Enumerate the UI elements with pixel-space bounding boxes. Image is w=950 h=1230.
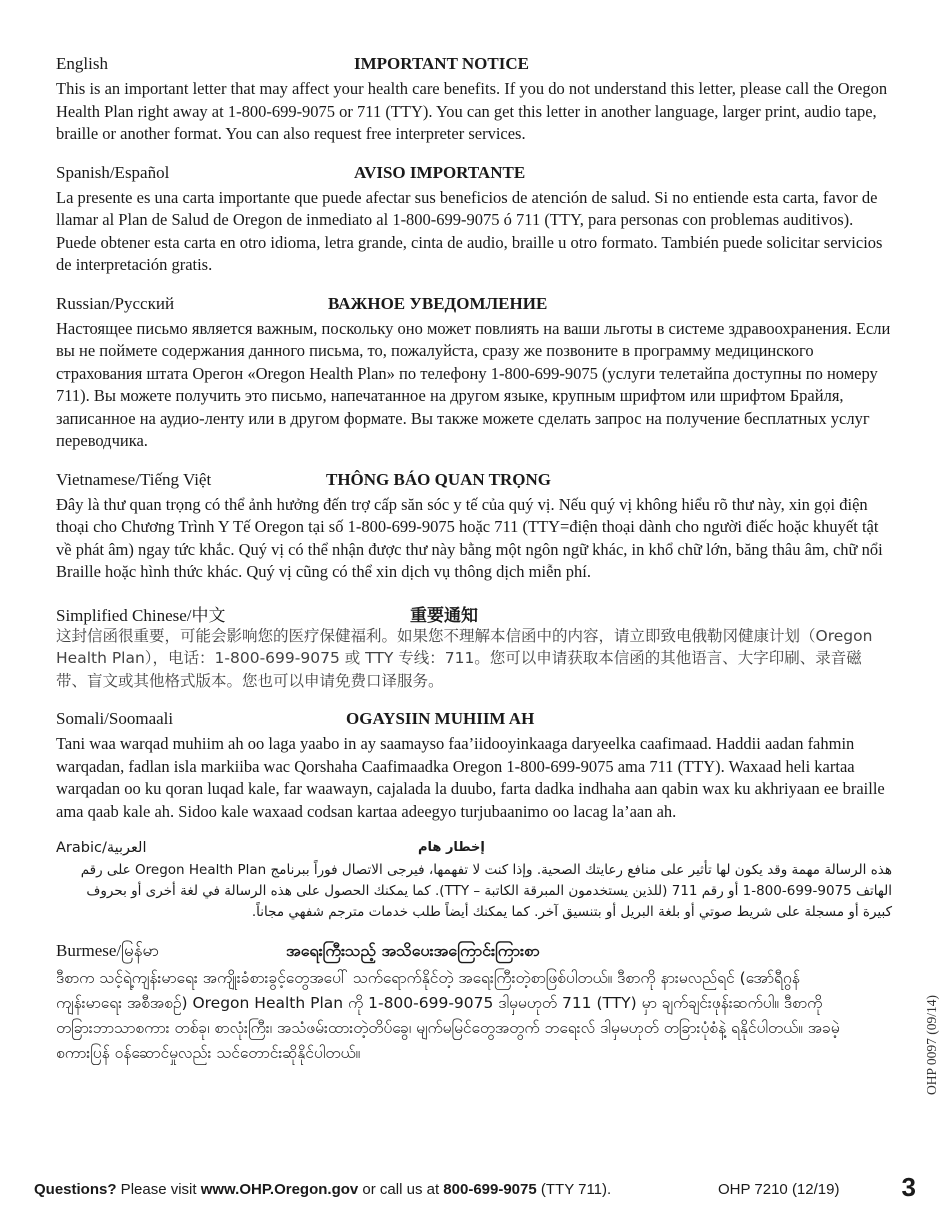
language-label: Burmese/မြန်မာ xyxy=(56,941,160,960)
tty-text: (TTY 711). xyxy=(536,1181,612,1198)
section-title: IMPORTANT NOTICE xyxy=(354,54,529,73)
section-body: Tani waa warqad muhiim ah oo laga yaabo in ay saamayso faa’iidooyinkaaga daryeelka caafimaad. Haddii aadan fahmin warqadan, fadlan isla markiiba wac Qorshaha Caafimaadka Oregon 1-800-699-9075 ama 711 (TTY). Waxaad heli kartaa warqadan oo ku qoran luqad kale, far waawayn, cajalada la duubo, farta dadka indhaha aan qabin wax ku akhriyaan ee braille ama qaab kale ah. Sidoo kale waxaad codsan kartaa adeegyo turjubaanimo oo lacag la’aan ah. xyxy=(56,734,885,821)
notice-page xyxy=(56,54,892,1083)
website-link[interactable]: www.OHP.Oregon.gov xyxy=(200,1181,359,1198)
section-body: Настоящее письмо является важным, поскольку оно может повлиять на ваши льготы в системе здравоохранения. Если вы не поймете содержания данного письма, то, пожалуйста, сразу же позвоните в программу медицинского страхования штата Орегон «Oregon Health Plan» по телефону 1-800-699-9075 (услуги телетайпа доступны по номеру 711). Вы можете получить это письмо, напечатанное на другом языке, крупным шрифтом или шрифтом Брайля, записанное на аудио-ленту или в другом формате. Вы также можете сделать запрос на получение бесплатных услуг переводчика. xyxy=(56,318,891,450)
section-title: THÔNG BÁO QUAN TRỌNG xyxy=(326,469,551,489)
section-title: ВАЖНОЕ УВЕДОМЛЕНИЕ xyxy=(328,293,548,313)
section-english xyxy=(56,54,892,146)
visit-text: Please visit xyxy=(116,1181,201,1198)
language-label: Russian/Русский xyxy=(56,293,175,313)
page-number: 3 xyxy=(901,1172,916,1202)
section-title: AVISO IMPORTANTE xyxy=(354,162,526,182)
language-label: Spanish/Español xyxy=(56,162,170,182)
questions-label: Questions? xyxy=(34,1181,117,1198)
section-body: ဒီစာက သင့်ရဲ့ကျန်းမာရေး အကျိုးခံစားခွင့်တွေအပေါ် သက်ရောက်နိုင်တဲ့ အရေးကြီးတဲ့စာဖြစ်ပါတယ်။ ဒီစာကို နားမလည်ရင် (အော်ရီဂွန် ကျန်းမာရေး အစီအစဉ်) Oregon Health Plan ကို 1-800-699-9075 ဒါမှမဟုတ် 711 (TTY) မှာ ချက်ချင်းဖုန်းဆက်ပါ။ ဒီစာကို တခြားဘာသာစကား တစ်ခု၊ စာလုံးကြီး၊ အသံဖမ်းထားတဲ့တိပ်ခွေ၊ မျက်မမြင်တွေအတွက် ဘရေးလ် ဒါမှမဟုတ် တခြားပုံစံနဲ့ ရနိုင်ပါတယ်။ အခမဲ့ စကားပြန် ဝန်ဆောင်မှုလည်း သင်တောင်းဆိုနိုင်ပါတယ်။ xyxy=(56,969,840,1062)
language-label: Somali/Soomaali xyxy=(56,709,174,728)
call-text: or call us at xyxy=(358,1181,444,1198)
section-vietnamese xyxy=(56,470,892,584)
language-label: Vietnamese/Tiếng Việt xyxy=(56,469,212,489)
section-burmese xyxy=(56,940,892,1066)
section-title: 重要通知 xyxy=(410,605,478,626)
section-somali xyxy=(56,709,892,823)
footer-questions xyxy=(34,1181,611,1198)
section-body: This is an important letter that may affect your health care benefits. If you do not understand this letter, please call the Oregon Health Plan right away at 1-800-699-9075 or 711 (TTY). You can get this letter in another language, larger print, audio tape, braille or another format. You can also request free interpreter services. xyxy=(56,79,888,143)
side-form-code-text: OHP 0097 (09/14) xyxy=(924,995,939,1095)
language-label: Simplified Chinese/中文 xyxy=(56,605,226,625)
section-title: အရေးကြီးသည့် အသိပေးအကြောင်းကြားစာ xyxy=(286,941,540,960)
section-body: هذه الرسالة مهمة وقد يكون لها تأثير على منافع رعايتك الصحية. وإذا كنت لا تفهمها، فيرجى الاتصال فوراً ببرنامج Oregon Health Plan على رقم الهاتف 9075-699-800-1 أو رقم 711 (للذين يستخدمون المبرقة الكاتبة – TTY). كما يمكنك الحصول على هذه الرسالة في لغة أخرى أو بحروف كبيرة أو مسجلة على شريط صوتي أو بلغة البريل أو بتنسيق آخر. كما يمكنك أيضاً طلب خدمات مترجم شفهي مجاناً. xyxy=(80,862,892,920)
section-arabic xyxy=(56,840,892,923)
section-title: إخطار هام xyxy=(418,840,485,855)
footer xyxy=(34,1172,916,1202)
section-body: Đây là thư quan trọng có thể ảnh hưởng đến trợ cấp săn sóc y tế của quý vị. Nếu quý vị không hiểu rõ thư này, xin gọi điện thoại cho Chương Trình Y Tế Oregon tại số 1-800-699-9075 hoặc 711 (TTY=điện thoại dành cho người điếc hoặc khuyết tật về phát âm) ngay tức khắc. Quý vị có thể nhận được thư này bằng một ngôn ngữ khác, in khổ chữ lớn, băng thâu âm, chữ nổi Braille hoặc hình thức khác. Quý vị cũng có thể xin dịch vụ thông dịch miễn phí. xyxy=(56,494,883,581)
language-label: English xyxy=(56,54,108,73)
language-label: Arabic/العربية xyxy=(56,840,147,856)
section-chinese xyxy=(56,601,892,693)
footer-form-code: OHP 7210 (12/19) xyxy=(718,1181,840,1198)
phone-number: 800-699-9075 xyxy=(443,1181,537,1198)
section-title: OGAYSIIN MUHIIM AH xyxy=(346,709,535,728)
section-russian xyxy=(56,294,892,453)
section-body: 这封信函很重要，可能会影响您的医疗保健福利。如果您不理解本信函中的内容，请立即致电俄勒冈健康计划（Oregon Health Plan），电话：1-800-699-9075 或 TTY 专线：711。您可以申请获取本信函的其他语言、大字印刷、录音磁带、盲文或其他格式版本。您也可以申请免费口译服务。 xyxy=(56,626,873,690)
section-body: La presente es una carta importante que puede afectar sus beneficios de atención de salud. Si no entiende esta carta, favor de llamar al Plan de Salud de Oregon de inmediato al 1-800-699-9075 ó 711 (TTY, para personas con problemas auditivos). Puede obtener esta carta en otro idioma, letra grande, cinta de audio, braille u otro formato. También puede solicitar servicios de interpretación gratis. xyxy=(56,187,883,274)
section-spanish xyxy=(56,163,892,277)
